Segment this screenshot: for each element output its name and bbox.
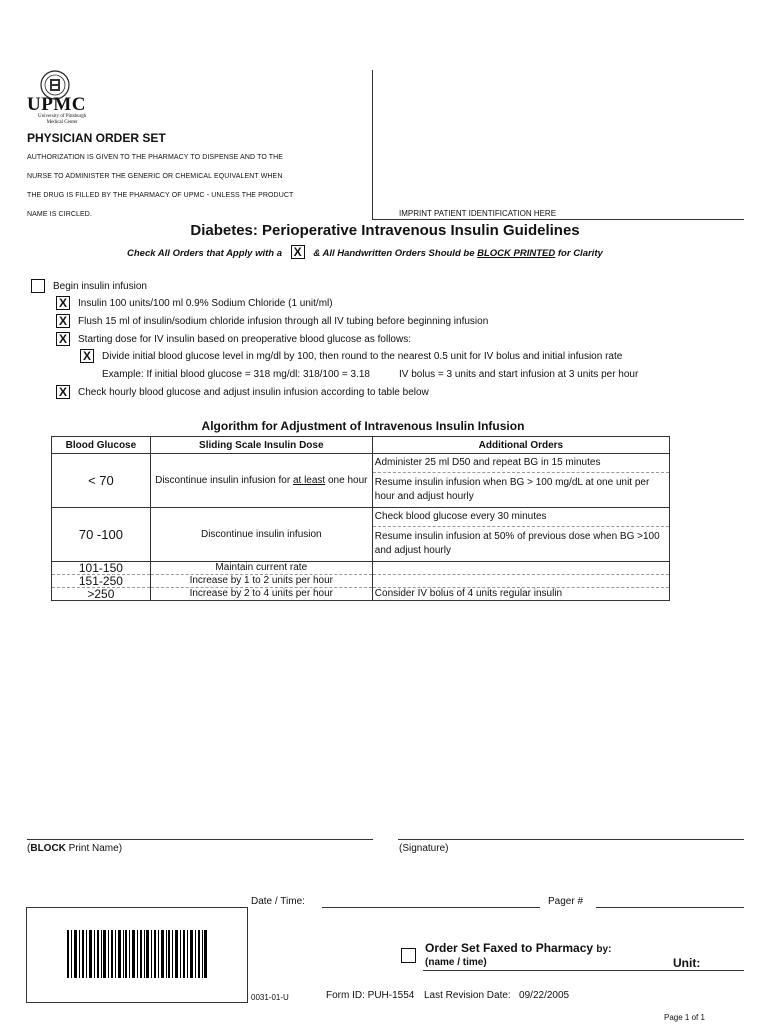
instructions-part2: & All Handwritten Orders Should be [313, 248, 475, 259]
hourly-check-checkbox[interactable]: X [56, 385, 70, 399]
instructions-check-sample: X [291, 245, 305, 259]
begin-infusion-checkbox[interactable] [31, 279, 45, 293]
logo-subtitle-line1: University of Pittsburgh [38, 114, 87, 119]
header-sliding-scale: Sliding Scale Insulin Dose [150, 437, 372, 454]
faxed-label-text: Order Set Faxed to Pharmacy [425, 941, 594, 955]
form-id: Form ID: PUH-1554 [326, 990, 415, 1001]
dose-text: Discontinue insulin infusion for [155, 475, 293, 486]
instructions-part1: Check All Orders that Apply with a [127, 248, 283, 259]
dose-text-end: one hour [325, 475, 368, 486]
page-number: Page 1 of 1 [664, 1013, 705, 1022]
algorithm-table [51, 436, 670, 601]
instructions-part3: for Clarity [557, 248, 603, 259]
example-right: IV bolus = 3 units and start infusion at 3 units per hour [399, 369, 639, 380]
orders-cell: Consider IV bolus of 4 units regular insulin [372, 588, 669, 601]
authorization-line-3: THE DRUG IS FILLED BY THE PHARMACY OF UPMC - UNLESS THE PRODUCT [27, 192, 294, 199]
print-name-bold: BLOCK [30, 843, 66, 854]
pager-line[interactable] [596, 907, 744, 908]
name-time-label: (name / time) [425, 957, 487, 968]
header-divider [372, 70, 373, 219]
print-name-label [27, 843, 122, 854]
algorithm-title: Algorithm for Adjustment of Intravenous Insulin Infusion [201, 419, 525, 433]
revision-date: Last Revision Date: 09/22/2005 [424, 990, 570, 1001]
header-rule [372, 219, 744, 220]
insulin-concentration-checkbox[interactable]: X [56, 296, 70, 310]
print-name-open: ( [27, 843, 31, 854]
unit-label: Unit: [673, 956, 701, 970]
faxed-by: by: [596, 944, 612, 955]
faxed-label [425, 941, 611, 955]
glucose-cell: >250 [52, 588, 151, 601]
glucose-cell: 151-250 [52, 575, 151, 588]
form-code: 0031-01-U [251, 993, 289, 1002]
flush-label: Flush 15 ml of insulin/sodium chloride infusion through all IV tubing before beginning infusion [78, 316, 489, 327]
divide-glucose-label: Divide initial blood glucose level in mg/dl by 100, then round to the nearest 0.5 unit for IV bolus and initial infusion rate [102, 351, 623, 362]
pager-label: Pager # [548, 896, 584, 907]
glucose-cell: 70 -100 [52, 508, 151, 562]
starting-dose-checkbox[interactable]: X [56, 332, 70, 346]
orders-cell [372, 562, 669, 575]
dose-cell: Increase by 2 to 4 units per hour [150, 588, 372, 601]
table-row [52, 575, 670, 588]
order-line: Administer 25 ml D50 and repeat BG in 15 minutes [373, 454, 669, 473]
begin-infusion-label: Begin insulin infusion [53, 281, 147, 292]
logo-subtitle-line2: Medical Center [46, 120, 78, 125]
table-row [52, 588, 670, 601]
faxed-checkbox[interactable] [401, 948, 416, 963]
header-blood-glucose: Blood Glucose [52, 437, 151, 454]
header-additional-orders: Additional Orders [372, 437, 669, 454]
signature-line [398, 839, 744, 840]
instructions-block-printed: BLOCK PRINTED [477, 248, 556, 259]
dose-cell [150, 454, 372, 508]
order-set-title: PHYSICIAN ORDER SET [27, 131, 166, 145]
hourly-check-label: Check hourly blood glucose and adjust insulin infusion according to table below [78, 387, 429, 398]
dose-cell [150, 508, 372, 562]
orders-cell [372, 454, 669, 508]
print-name-line [27, 839, 373, 840]
main-title: Diabetes: Perioperative Intravenous Insulin Guidelines [190, 222, 580, 239]
upmc-logo: UPMC [27, 94, 86, 115]
glucose-cell: 101-150 [52, 562, 151, 575]
starting-dose-label: Starting dose for IV insulin based on preoperative blood glucose as follows: [78, 334, 411, 345]
date-time-line[interactable] [322, 907, 540, 908]
dose-underlined: at least [292, 475, 326, 486]
dose-text: Discontinue insulin infusion [200, 529, 322, 540]
example-left: Example: If initial blood glucose = 318 mg/dl: 318/100 = 3.18 [102, 369, 370, 380]
authorization-line-4: NAME IS CIRCLED. [27, 211, 92, 218]
fax-line[interactable] [423, 970, 744, 971]
order-line: Resume insulin infusion at 50% of previous dose when BG >100 and adjust hourly [374, 531, 660, 556]
signature-label: (Signature) [399, 843, 449, 854]
orders-cell [372, 575, 669, 588]
glucose-cell: < 70 [52, 454, 151, 508]
dose-cell: Maintain current rate [150, 562, 372, 575]
table-row [52, 508, 670, 562]
authorization-line-2: NURSE TO ADMINISTER THE GENERIC OR CHEMICAL EQUIVALENT WHEN [27, 173, 283, 180]
imprint-patient-id: IMPRINT PATIENT IDENTIFICATION HERE [399, 209, 557, 218]
table-header-row [52, 437, 670, 454]
divide-glucose-checkbox[interactable]: X [80, 349, 94, 363]
dose-cell: Increase by 1 to 2 units per hour [150, 575, 372, 588]
flush-checkbox[interactable]: X [56, 314, 70, 328]
date-time-label: Date / Time: [251, 896, 305, 907]
print-name-rest: Print Name) [65, 843, 123, 854]
order-line: Check blood glucose every 30 minutes [373, 508, 669, 527]
authorization-line-1: AUTHORIZATION IS GIVEN TO THE PHARMACY TO DISPENSE AND TO THE [27, 154, 284, 161]
table-row [52, 454, 670, 508]
barcode-icon [67, 930, 207, 983]
insulin-concentration-label: Insulin 100 units/100 ml 0.9% Sodium Chloride (1 unit/ml) [78, 298, 333, 309]
orders-cell [372, 508, 669, 562]
table-row [52, 562, 670, 575]
upmc-logo-subtitle [38, 114, 86, 126]
order-line: Resume insulin infusion when BG > 100 mg/dL at one unit per hour and adjust hourly [374, 477, 650, 502]
instructions [127, 245, 603, 259]
